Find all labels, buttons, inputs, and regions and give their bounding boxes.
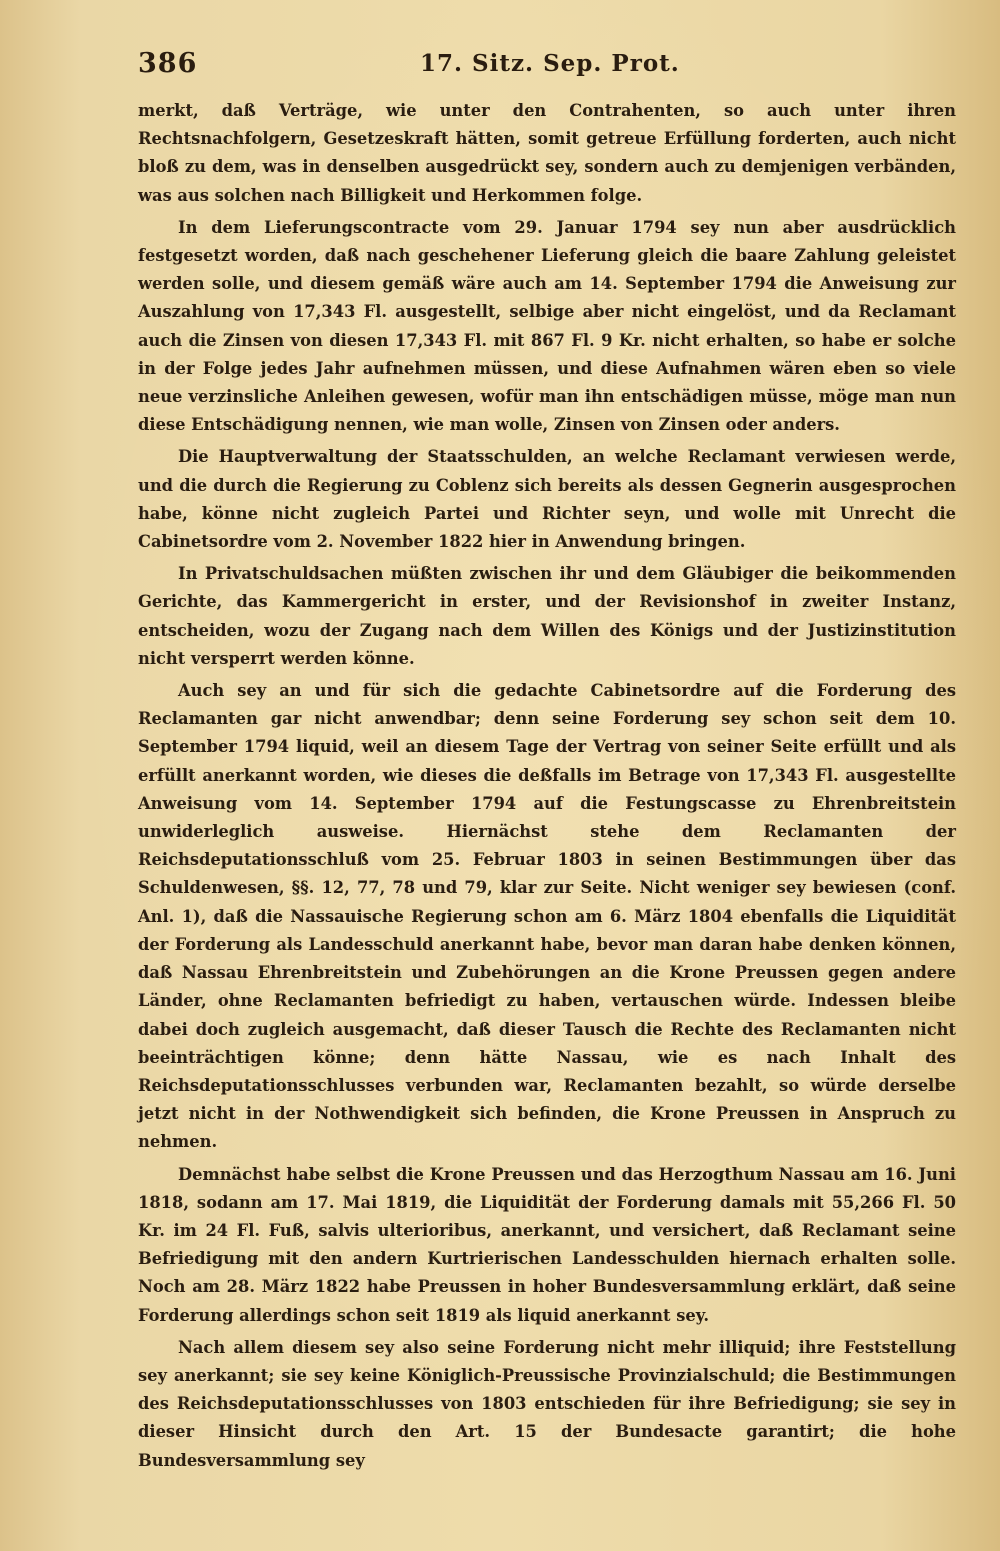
page-number: 386 <box>138 48 198 79</box>
paragraph-4: In Privatschuldsachen müßten zwischen ihr und dem Gläubiger die beikommenden Gerichte, das Kammergericht in erster, und der Revisionshof in zweiter Instanz, entscheiden, wozu der Zugang nach dem Willen des Königs und der Justizinstitution nicht versperrt werden könne. <box>138 564 956 668</box>
paragraph-6: Demnächst habe selbst die Krone Preussen und das Herzogthum Nassau am 16. Juni 1818, sodann am 17. Mai 1819, die Liquidität der Forderung damals mit 55,266 Fl. 50 Kr. im 24 Fl. Fuß, salvis ulterioribus, anerkannt, und versichert, daß Reclamant seine Befriedigung mit den andern Kurtrierischen Landesschulden hiernach erhalten solle. Noch am 28. März 1822 habe Preussen in hoher Bundesversammlung erklärt, daß seine Forderung allerdings schon seit 1819 als liquid anerkannt sey. <box>138 1164 956 1325</box>
page-header <box>138 48 958 88</box>
paragraph-3: Die Hauptverwaltung der Staatsschulden, an welche Reclamant verwiesen werde, und die durch die Regierung zu Coblenz sich bereits als dessen Gegnerin ausgesprochen habe, könne nicht zugleich Partei und Richter seyn, und wolle mit Unrecht die Cabinetsordre vom 2. November 1822 hier in Anwendung bringen. <box>138 447 956 552</box>
body-text <box>138 97 956 1479</box>
paragraph-7: Nach allem diesem sey also seine Forderung nicht mehr illiquid; ihre Feststellung sey anerkannt; sie sey keine Königlich-Preussische Provinzialschuld; die Bestimmungen des Reichsdeputationsschlusses von 1803 entschieden für ihre Befriedigung; sie sey in dieser Hinsicht durch den Art. 15 der Bundesacte garantirt; die hohe Bundesversammlung sey <box>138 1337 956 1470</box>
paragraph-2: In dem Lieferungscontracte vom 29. Januar 1794 sey nun aber ausdrücklich festgesetzt worden, daß nach geschehener Lieferung gleich die baare Zahlung geleistet werden solle, und diesem gemäß wäre auch am 14. September 1794 die Anweisung zur Auszahlung von 17,343 Fl. ausgestellt, selbige aber nicht eingelöst, und da Reclamant auch die Zinsen von diesen 17,343 Fl. mit 867 Fl. 9 Kr. nicht erhalten, so habe er solche in der Folge jedes Jahr aufnehmen müssen, und diese Aufnahmen wären eben so viele neue verzinsliche Anleihen gewesen, wofür man ihn entschädigen müsse, möge man nun diese Entschädigung nennen, wie man wolle, Zinsen von Zinsen oder anders. <box>138 217 956 435</box>
running-head: 17. Sitz. Sep. Prot. <box>420 50 680 77</box>
paragraph-5: Auch sey an und für sich die gedachte Cabinetsordre auf die Forderung des Reclamanten gar nicht anwendbar; denn seine Forderung sey schon seit dem 10. September 1794 liquid, weil an diesem Tage der Vertrag von seiner Seite erfüllt und als erfüllt anerkannt worden, wie dieses die deßfalls im Betrage von 17,343 Fl. ausgestellte Anweisung vom 14. September 1794 auf die Festungscasse zu Ehrenbreitstein unwiderleglich ausweise. Hiernächst stehe dem Reclamanten der Reichsdeputationsschluß vom 25. Februar 1803 in seinen Bestimmungen über das Schuldenwesen, §§. 12, 77, 78 und 79, klar zur Seite. Nicht weniger sey bewiesen (conf. Anl. 1), daß die Nassauische Regierung schon am 6. März 1804 ebenfalls die Liquidität der Forderung als Landesschuld anerkannt habe, bevor man daran habe denken können, daß Nassau Ehrenbreitstein und Zubehörungen an die Krone Preussen gegen andere Länder, ohne Reclamanten befriedigt zu haben, vertauschen würde. Indessen bleibe dabei doch zugleich ausgemacht, daß dieser Tausch die Rechte des Reclamanten nicht beeinträchtigen könne; denn hätte Nassau, wie es nach Inhalt des Reichsdeputationsschlusses verbunden war, Reclamanten bezahlt, so würde derselbe jetzt nicht in der Nothwendigkeit sich befinden, die Krone Preussen in Anspruch zu nehmen. <box>138 681 956 1152</box>
paragraph-1: merkt, daß Verträge, wie unter den Contrahenten, so auch unter ihren Rechtsnachfolgern, Gesetzeskraft hätten, somit getreue Erfüllung forderten, auch nicht bloß zu dem, was in denselben ausgedrückt sey, sondern auch zu demjenigen verbänden, was aus solchen nach Billigkeit und Herkommen folge. <box>138 101 956 205</box>
